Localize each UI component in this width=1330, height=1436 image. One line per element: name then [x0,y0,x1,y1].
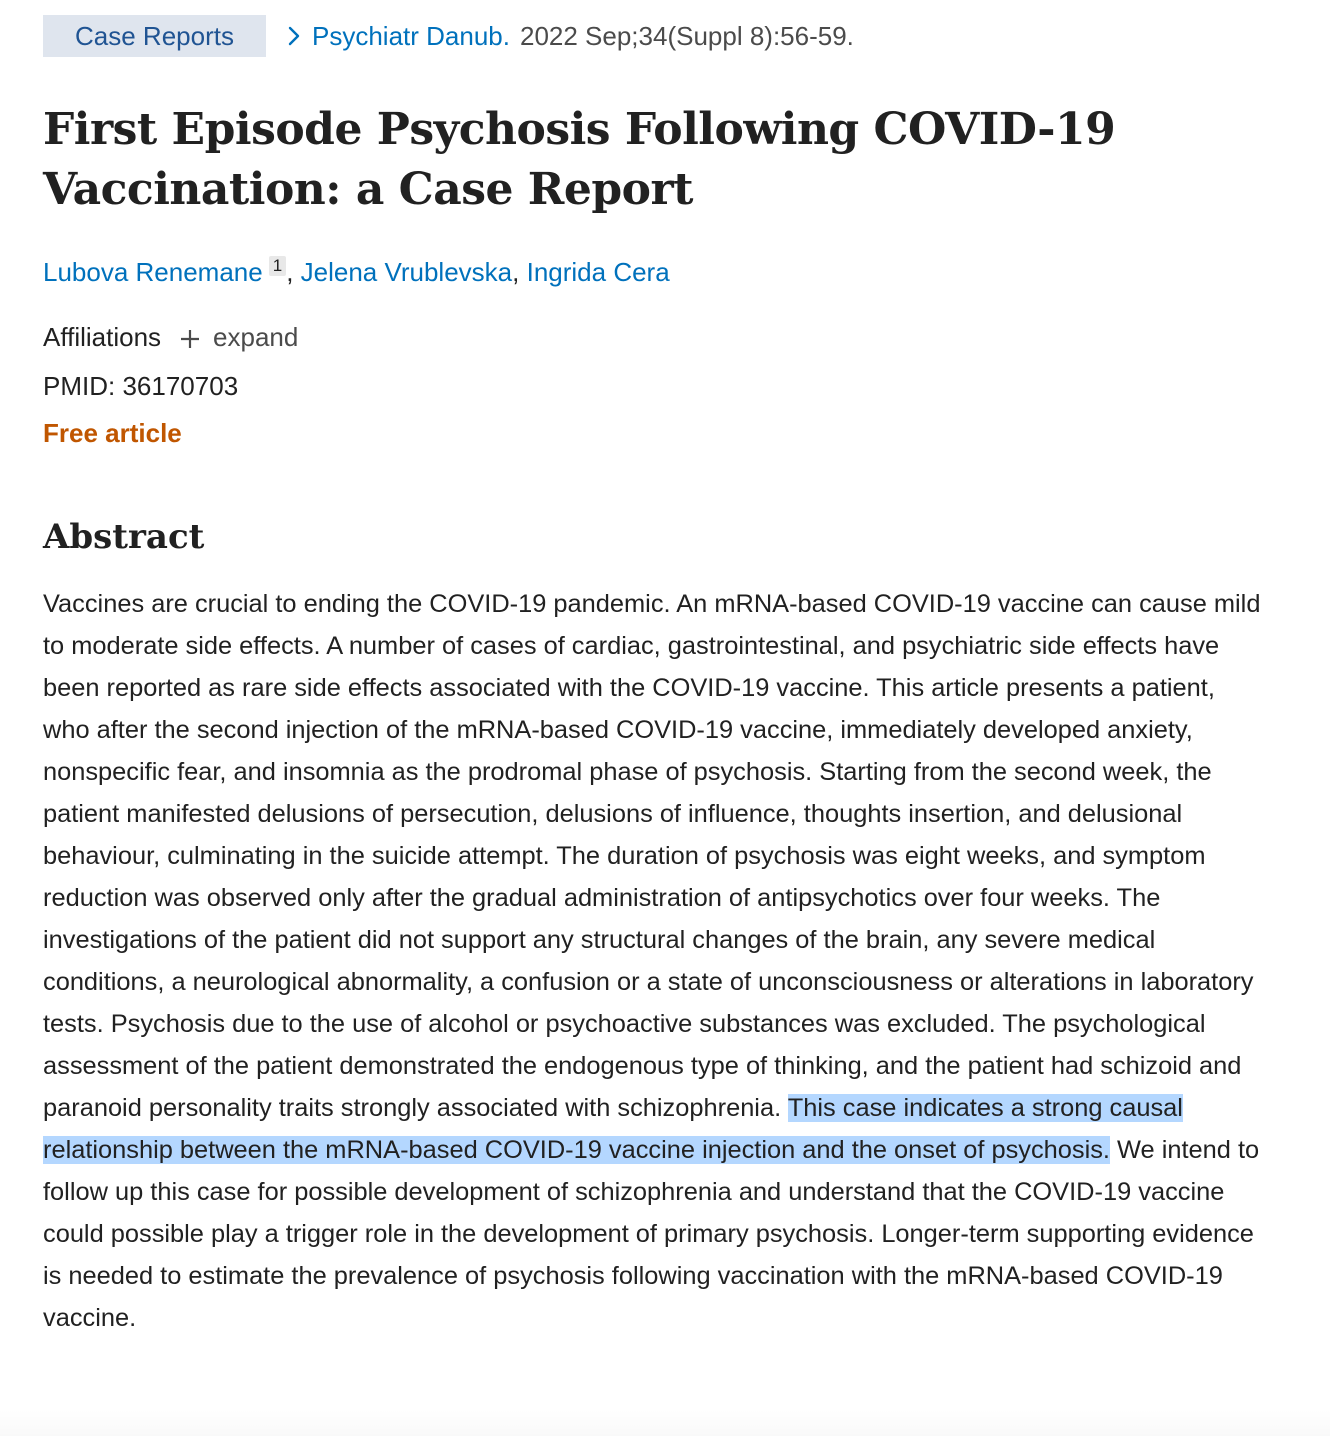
abstract-text-part: We intend to follow up this case for possible development of schizophrenia and understand that the COVID-19 vaccine could possible play a trigger role in the development of primary psychosis. Longer-term supporting evidence is needed to estimate the prevalence of psychosis following vaccination with the mRNA-based COVID-19 vaccine. [43,1136,1260,1332]
expand-affiliations-button[interactable] [179,319,298,355]
article-meta-bar [43,15,854,57]
author-separator: , [512,257,527,287]
author-link[interactable]: Jelena Vrublevska [300,257,513,287]
affiliations-label: Affiliations [43,322,162,352]
chevron-right-icon [288,26,300,46]
citation-details: 2022 Sep;34(Suppl 8):56-59. [519,20,854,51]
highlighted-text: This case indicates a strong causal relationship between the mRNA-based COVID-19 vaccine injection and the onset of psychosis. [43,1094,1183,1164]
abstract-heading: Abstract [43,517,205,557]
pmid-value: 36170703 [122,371,239,401]
bottom-fade [0,1410,1330,1436]
pmid-row [43,368,238,404]
article-title: First Episode Psychosis Following COVID-19 Vaccination: a Case Report [43,104,1116,215]
author-separator: , [286,257,301,287]
free-article-label: Free article [43,418,182,448]
author-link[interactable]: Ingrida Cera [526,257,670,287]
abstract-text [43,583,1268,1339]
author-link[interactable]: Lubova Renemane [43,257,263,287]
affiliation-reference[interactable]: 1 [269,256,286,276]
author-list [43,255,670,289]
abstract-text-part: Vaccines are crucial to ending the COVID-19 pandemic. An mRNA-based COVID-19 vaccine can cause mild to moderate side effects. A number of cases of cardiac, gastrointestinal, and psychiatric side effects have been reported as rare side effects associated with the COVID-19 vaccine. This article presents a patient, who after the second injection of the mRNA-based COVID-19 vaccine, immediately developed anxiety, nonspecific fear, and insomnia as the prodromal phase of psychosis. Starting from the second week, the patient manifested delusions of persecution, delusions of influence, thoughts insertion, and delusional behaviour, culminating in the suicide attempt. The duration of psychosis was eight weeks, and symptom reduction was observed only after the gradual administration of antipsychotics over four weeks. The investigations of the patient did not support any structural changes of the brain, any severe medical conditions, a neurological abnormality, a confusion or a state of unconsciousness or alterations in laboratory tests. Psychosis due to the use of alcohol or psychoactive substances was excluded. The psychological assessment of the patient demonstrated the endogenous type of thinking, and the patient had schizoid and paranoid personality traits strongly associated with schizophrenia. [43,590,1261,1122]
plus-icon [179,328,201,350]
expand-label: expand [213,322,299,352]
publication-type-badge[interactable]: Case Reports [43,15,266,57]
journal-link[interactable]: Psychiatr Danub. [312,20,510,51]
affiliations-row [43,319,298,355]
pmid-label: PMID: [43,371,116,401]
